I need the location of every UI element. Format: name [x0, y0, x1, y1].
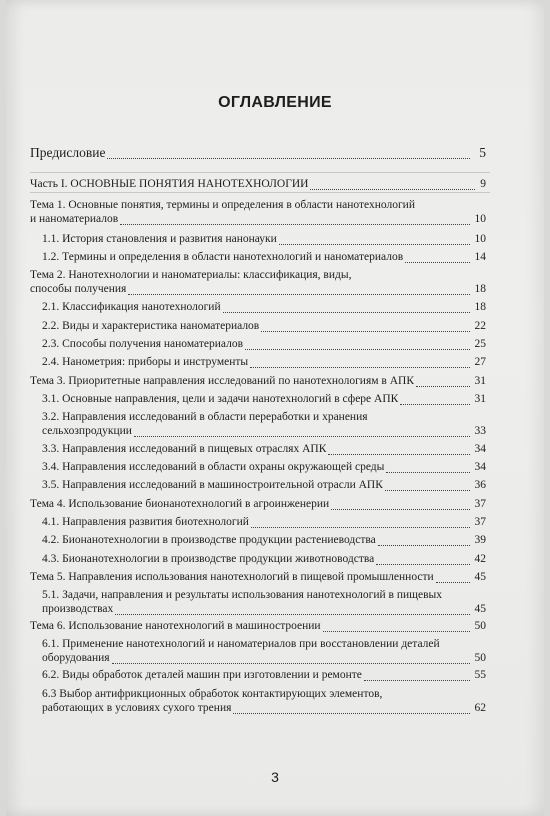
toc-entry-title: 4.1. Направления развития биотехнологий: [42, 516, 249, 528]
leader-dots: [386, 471, 470, 473]
toc-page-number: 31: [474, 375, 486, 387]
toc-page-number: 33: [474, 425, 486, 437]
toc-page-number: 34: [474, 443, 486, 455]
toc-page-number: 50: [474, 652, 486, 664]
leader-dots: [405, 261, 470, 263]
toc-entry-title: Тема 4. Использование бионанотехнологий в агроинженерии: [30, 498, 330, 510]
toc-page-number: 31: [474, 393, 486, 405]
toc-entry-title: 6.3 Выбор антифрикционных обработок контактирующих элементов,: [42, 688, 383, 700]
separator-line: [30, 192, 490, 193]
toc-page-number: 37: [474, 498, 486, 510]
toc-page-number: 18: [474, 301, 486, 313]
toc-entry-title: Тема 3. Приоритетные направления исследований по нанотехнологиям в АПК: [30, 375, 414, 387]
leader-dots: [364, 679, 470, 681]
toc-page-number: 10: [474, 213, 486, 225]
toc-page-number: 45: [474, 571, 486, 583]
toc-entry-title: 6.2. Виды обработок деталей машин при изготовлении и ремонте: [42, 669, 362, 681]
leader-dots: [416, 385, 470, 387]
leader-dots: [310, 188, 475, 190]
toc-entry-title: и наноматериалов: [30, 213, 119, 225]
leader-dots: [400, 403, 470, 405]
toc-page-number: 18: [474, 283, 486, 295]
toc-page-number: 36: [474, 479, 486, 491]
toc-entry-title: 3.1. Основные направления, цели и задачи нанотехнологий в сфере АПК: [42, 393, 399, 405]
toc-page-number: 9: [480, 178, 486, 190]
page-number: 3: [271, 769, 279, 785]
leader-dots: [376, 563, 470, 565]
leader-dots: [328, 453, 470, 455]
toc-entry-title: 2.1. Классификация нанотехнологий: [42, 301, 221, 313]
toc-entry-title: Тема 1. Основные понятия, термины и определения в области нанотехнологий: [30, 199, 415, 211]
toc-page-number: 10: [474, 233, 486, 245]
leader-dots: [279, 243, 470, 245]
leader-dots: [385, 489, 470, 491]
toc-page-number: 37: [474, 516, 486, 528]
toc-page-number: 34: [474, 461, 486, 473]
leader-dots: [233, 712, 470, 714]
toc-page-number: 50: [474, 620, 486, 632]
toc-page-number: 39: [474, 534, 486, 546]
leader-dots: [112, 662, 470, 664]
leader-dots: [250, 366, 470, 368]
toc-heading: ОГЛАВЛЕНИЕ: [218, 94, 332, 111]
toc-entry-title: Тема 6. Использование нанотехнологий в машиностроении: [30, 620, 321, 632]
toc-entry-title: Тема 2. Нанотехнологии и наноматериалы: классификация, виды,: [30, 269, 352, 281]
toc-page-number: 55: [474, 669, 486, 681]
toc-page-number: 14: [474, 251, 486, 263]
toc-entry-title: 3.3. Направления исследований в пищевых отраслях АПК: [42, 443, 327, 455]
toc-entry-title: Часть I. ОСНОВНЫЕ ПОНЯТИЯ НАНОТЕХНОЛОГИИ: [30, 178, 309, 190]
leader-dots: [115, 613, 470, 615]
separator-line: [30, 172, 490, 173]
leader-dots: [378, 544, 470, 546]
toc-entry-title: 4.2. Бионанотехнологии в производстве продукции растениеводства: [42, 534, 376, 546]
toc-entry-title: Предисловие: [30, 145, 106, 160]
toc-page-number: 45: [474, 603, 486, 615]
toc-entry-title: 3.4. Направления исследований в области охраны окружающей среды: [42, 461, 385, 473]
leader-dots: [128, 293, 470, 295]
toc-entry-title: 4.3. Бионанотехнологии в производстве продукции животноводства: [42, 553, 375, 565]
toc-entry-title: 5.1. Задачи, направления и результаты использования нанотехнологий в пищевых: [42, 589, 443, 601]
leader-dots: [223, 311, 470, 313]
toc-entry-title: способы получения: [30, 283, 127, 295]
leader-dots: [120, 223, 470, 225]
toc-entry-title: 2.2. Виды и характеристика наноматериалов: [42, 320, 260, 332]
toc-entry-title: сельхозпродукции: [42, 425, 132, 437]
leader-dots: [331, 508, 470, 510]
toc-entry-title: производствах: [42, 603, 114, 615]
leader-dots: [323, 630, 470, 632]
toc-entry-title: 3.5. Направления исследований в машиностроительной отрасли АПК: [42, 479, 383, 491]
leader-dots: [251, 526, 470, 528]
toc-entry-title: 3.2. Направления исследований в области переработки и хранения: [42, 411, 368, 423]
toc-page-number: 22: [474, 320, 486, 332]
toc-entry-title: 2.3. Способы получения наноматериалов: [42, 338, 244, 350]
toc-entry-title: 1.1. История становления и развития нанонауки: [42, 233, 277, 245]
toc-entry-title: оборудования: [42, 652, 110, 664]
leader-dots: [134, 435, 470, 437]
toc-page-number: 5: [479, 145, 486, 160]
leader-dots: [261, 330, 470, 332]
toc-entry-title: 2.4. Нанометрия: приборы и инструменты: [42, 356, 249, 368]
toc-entry-title: 1.2. Термины и определения в области нанотехнологий и наноматериалов: [42, 251, 404, 263]
leader-dots: [107, 157, 470, 159]
leader-dots: [436, 581, 470, 583]
toc-page-number: 25: [474, 338, 486, 350]
leader-dots: [245, 348, 470, 350]
toc-entry-title: Тема 5. Направления использования нанотехнологий в пищевой промышленности: [30, 571, 434, 583]
toc-entry-title: работающих в условиях сухого трения: [42, 702, 232, 714]
toc-entry-title: 6.1. Применение нанотехнологий и наноматериалов при восстановлении деталей: [42, 638, 440, 650]
toc-page-number: 62: [474, 702, 486, 714]
toc-page-number: 27: [474, 356, 486, 368]
toc-page-number: 42: [474, 553, 486, 565]
